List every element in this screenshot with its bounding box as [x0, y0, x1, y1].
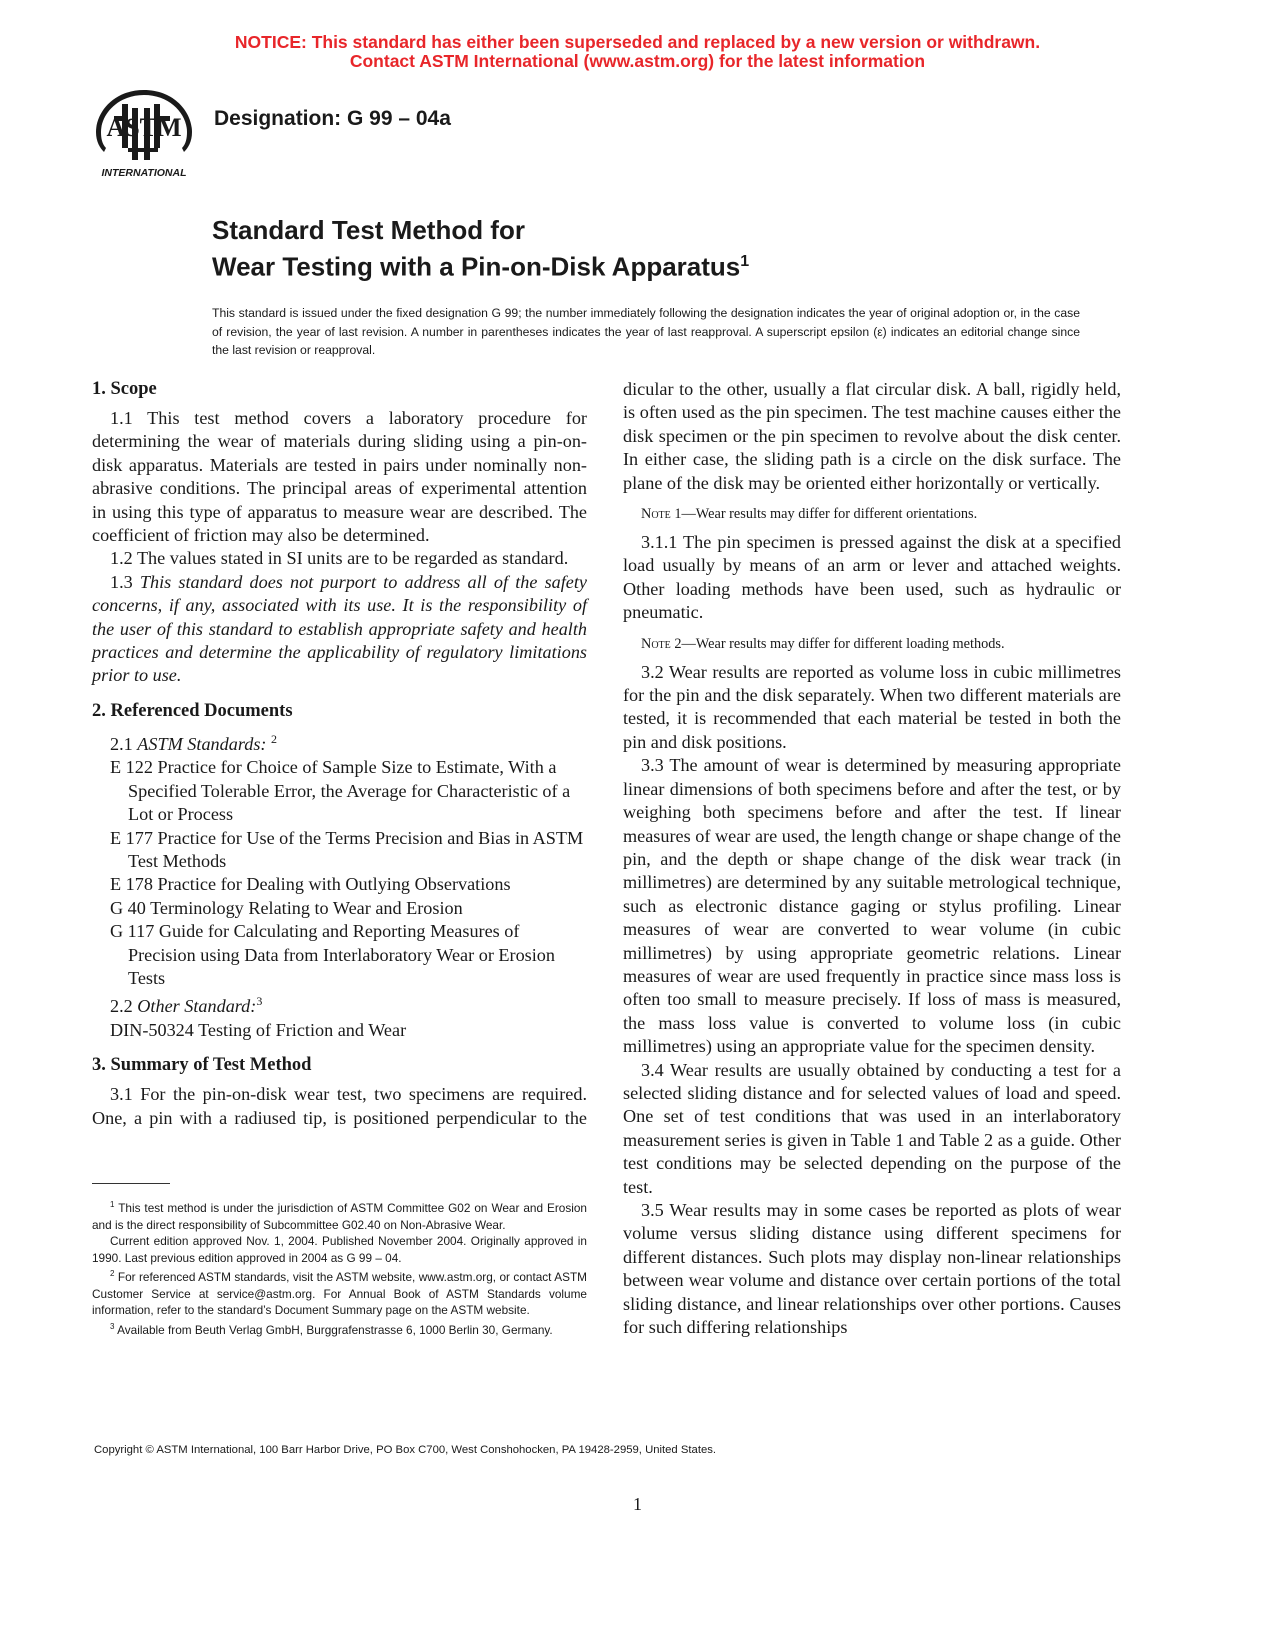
footnote-1b: Current edition approved Nov. 1, 2004. Published November 2004. Originally approved in 1990. Last previous edition approved in 2004 as G 99 – 04.: [92, 1234, 587, 1265]
para-2-2-text: Other Standard:: [137, 996, 257, 1017]
ref-g40: G 40 Terminology Relating to Wear and Erosion: [110, 897, 463, 918]
note-2-text: 2—Wear results may differ for different loading methods.: [670, 635, 1005, 652]
ref-e178: E 178 Practice for Dealing with Outlying Observations: [110, 874, 511, 895]
para-1-1: 1.1 This test method covers a laboratory procedure for determining the wear of materials during sliding using a pin-on-disk apparatus. Materials are tested in pairs under nominally non-abrasive conditions. The principal areas of experimental attention in using this type of apparatus to measure wear are described. The coefficient of friction may also be determined.: [92, 408, 587, 546]
para-2-1: [92, 728, 587, 756]
note-2-label: Note: [641, 635, 671, 652]
footnote-1-text: This test method is under the jurisdiction of ASTM Committee G02 on Wear and Erosion and is the direct responsibility of Subcommittee G02.40 on Non-Abrasive Wear.: [92, 1200, 587, 1232]
astm-logo: [92, 86, 196, 182]
para-3-1-continued: dicular to the other, usually a flat circular disk. A ball, rigidly held, is often used as the pin specimen. The test machine causes either the disk specimen or the pin specimen to revolve about the disk center. In either case, the sliding path is a circle on the disk surface. The plane of the disk may be oriented either horizontally or vertically.: [623, 379, 1121, 493]
notice-line-2: Contact ASTM International (www.astm.org) for the latest information: [349, 51, 926, 71]
copyright-line: Copyright © ASTM International, 100 Barr Harbor Drive, PO Box C700, West Conshohocken, PA 19428-2959, United States.: [94, 1444, 717, 1456]
para-2-1-text: ASTM Standards:: [137, 733, 267, 754]
para-2-2: [92, 990, 587, 1018]
footnotes: [92, 1197, 587, 1339]
footnote-3-text: Available from Beuth Verlag GmbH, Burggrafenstrasse 6, 1000 Berlin 30, Germany.: [114, 1322, 553, 1337]
para-3-4: 3.4 Wear results are usually obtained by conducting a test for a selected sliding distance and for selected values of load and speed. One set of test conditions that was used in an interlaboratory measurement series is given in Table 1 and Table 2 as a guide. Other test conditions may be selected depending on the purpose of the test.: [623, 1059, 1121, 1197]
note-1-text: 1—Wear results may differ for different orientations.: [670, 506, 978, 523]
footnote-rule: [92, 1183, 170, 1184]
title-footnote-mark: 1: [740, 253, 750, 270]
left-column: [92, 378, 587, 1129]
para-3-5: 3.5 Wear results may in some cases be reported as plots of wear volume versus sliding distance using different specimens for different distances. Such plots may display non-linear relationships between wear volume and distance over certain portions of the total sliding distance, and linear relationships over other portions. Causes for such differing relationships: [623, 1200, 1121, 1338]
document-title: [212, 214, 749, 283]
ref-e122: E 122 Practice for Choice of Sample Size to Estimate, With a Specified Tolerable Error, the Average for Characteristic of a Lot or Process: [110, 757, 571, 825]
footnote-2-mark: 2: [110, 1269, 115, 1279]
para-3-2: 3.2 Wear results are reported as volume loss in cubic millimetres for the pin and the disk separately. When two different materials are tested, it is recommended that each material be tested in both the pin and disk positions.: [623, 661, 1121, 752]
title-line-1: Standard Test Method for: [212, 215, 525, 245]
section-heading-summary: 3. Summary of Test Method: [92, 1055, 312, 1076]
section-heading-referenced: 2. Referenced Documents: [92, 700, 293, 721]
footnote-2-text: For referenced ASTM standards, visit the ASTM website, www.astm.org, or contact ASTM Customer Service at service@astm.org. For Annual Book of ASTM Standards volume information, refer to the standard’s Document Summary page on the ASTM website.: [92, 1270, 587, 1318]
note-1-label: Note: [641, 506, 671, 523]
designation: Designation: G 99 – 04a: [214, 107, 451, 130]
ref-g117: G 117 Guide for Calculating and Reporting Measures of Precision using Data from Interlaboratory Wear or Erosion Tests: [110, 921, 555, 988]
notice-banner: [0, 33, 1275, 71]
issuance-statement: This standard is issued under the fixed designation G 99; the number immediately following the designation indicates the year of original adoption or, in the case of revision, the year of last revision. A number in parentheses indicates the year of last reapproval. A superscript epsilon (ε) indicates an editorial change since the last revision or reapproval.: [212, 306, 1080, 357]
para-1-3-text: This standard does not purport to address all of the safety concerns, if any, associated with its use. It is the responsibility of the user of this standard to establish appropriate safety and health practices and determine the applicability of regulatory limitations prior to use.: [92, 571, 587, 686]
footnote-3: [92, 1319, 587, 1339]
note-1: [623, 505, 1121, 523]
section-heading-scope: 1. Scope: [92, 379, 157, 399]
title-line-2: Wear Testing with a Pin-on-Disk Apparatus: [212, 251, 741, 282]
page-number: 1: [633, 1494, 642, 1514]
logo-subtext: INTERNATIONAL: [101, 167, 187, 179]
ref-din-50324: DIN-50324 Testing of Friction and Wear: [110, 1019, 407, 1040]
para-1-2: 1.2 The values stated in SI units are to be regarded as standard.: [110, 548, 569, 569]
para-2-2-num: 2.2: [110, 996, 138, 1017]
logo-letters: ASTM: [106, 113, 182, 142]
para-3-1: 3.1 For the pin-on-disk wear test, two specimens are required. One, a pin with a radiused tip, is positioned perpendicular to the: [92, 1084, 587, 1128]
para-2-1-mark: 2: [271, 731, 277, 746]
right-column: [623, 378, 1121, 1339]
para-3-3: 3.3 The amount of wear is determined by measuring appropriate linear dimensions of both specimens before and after the test, or by weighing both specimens before and after the test. If linear measures of wear are used, the length change or shape change of the pin, and the depth or shape change of the disk wear track (in millimetres) are determined by any suitable metrological technique, such as electronic distance gaging or stylus profiling. Linear measures of wear are converted to wear volume (in cubic millimetres) by using appropriate geometric relations. Linear measures of wear are used frequently in practice since mass loss is often too small to measure precisely. If loss of mass is measured, the mass loss value is converted to volume loss (in cubic millimetres) using an appropriate value for the specimen density.: [623, 755, 1121, 1057]
para-2-1-num: 2.1: [110, 733, 138, 754]
footnote-3-mark: 3: [110, 1322, 115, 1331]
note-2: [623, 635, 1121, 653]
footnote-1: [92, 1197, 587, 1233]
ref-e177: E 177 Practice for Use of the Terms Precision and Bias in ASTM Test Methods: [110, 827, 584, 871]
para-2-2-mark: 3: [256, 994, 263, 1009]
footnote-2: [92, 1266, 587, 1319]
para-1-3-num: 1.3: [110, 571, 140, 592]
notice-line-1: NOTICE: This standard has either been superseded and replaced by a new version or withdrawn.: [234, 32, 1041, 52]
para-1-3: [92, 571, 587, 688]
para-3-1-1: 3.1.1 The pin specimen is pressed against the disk at a specified load usually by means of an arm or lever and attached weights. Other loading methods have been used, such as hydraulic or pneumatic.: [623, 532, 1121, 623]
footnote-1-mark: 1: [110, 1200, 115, 1209]
